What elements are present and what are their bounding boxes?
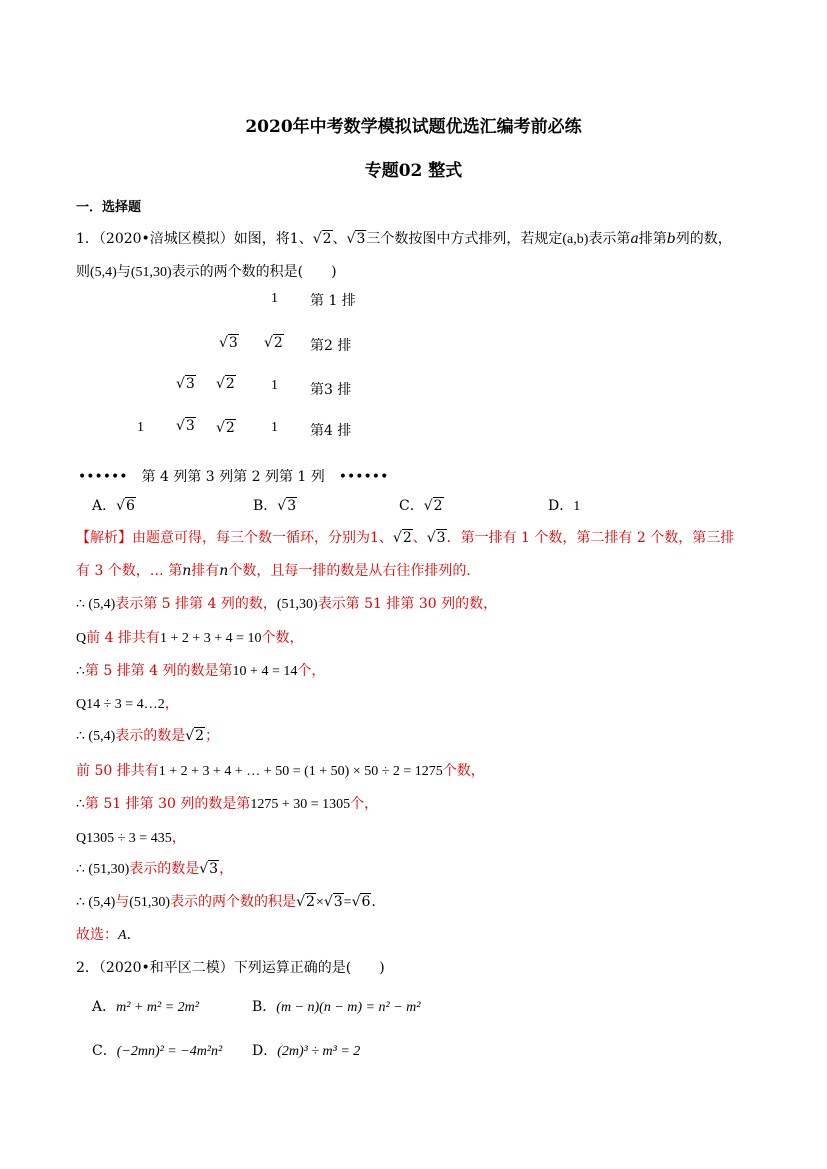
analysis-math: ∴ (5,4) — [76, 597, 116, 612]
option-expr: m² + m² = 2m² — [116, 1000, 199, 1015]
analysis-math: ∴ (5,4) — [76, 729, 116, 744]
analysis-line-1: 【解析】由题意可得，每三个数一循环，分别为1、√2、√3．第一排有 1 个数，第二排有 2 个数，第三排 — [76, 530, 735, 546]
analysis-line-5 — [76, 660, 325, 680]
grid-cell: √2 — [216, 376, 235, 392]
q1-stem-line2 — [76, 261, 337, 281]
analysis-text: 表示第 5 排第 4 列的数， — [115, 596, 277, 612]
analysis-math: 1 + 2 + 3 + 4 = 10 — [159, 631, 262, 646]
option-label: A． — [92, 498, 117, 514]
analysis-text: 表示的两个数的积是 — [170, 894, 297, 910]
analysis-text: ， — [219, 861, 234, 877]
grid-cell: 1 — [271, 420, 278, 435]
analysis-text: 个， — [297, 663, 326, 679]
option-label: C． — [92, 1043, 117, 1059]
analysis-line-6 — [76, 693, 179, 713]
analysis-line-10 — [76, 827, 186, 847]
option-expr: (2m)³ ÷ m³ = 2 — [277, 1044, 361, 1059]
q1-text: 、 — [332, 231, 347, 247]
analysis-line-11: ∴ (51,30)表示的数是√3， — [76, 861, 234, 877]
grid-cell: √3 — [176, 376, 195, 392]
option-expr: (m − n)(n − m) = n² − m² — [276, 1000, 421, 1015]
answer-line — [76, 924, 141, 944]
q1-math: (a,b) — [562, 232, 589, 247]
q1-column-labels: •••••• 第 4 列第 3 列第 2 列第 1 列 •••••• — [78, 469, 389, 485]
option-label: B． — [252, 999, 277, 1015]
grid-row-label: 第4 排 — [310, 423, 352, 439]
analysis-line-8 — [76, 760, 485, 780]
q1-text: 则 — [76, 264, 90, 280]
q2-option-b[interactable] — [252, 996, 420, 1016]
q1-math: (51,30) — [130, 265, 172, 280]
analysis-math: Q1305 ÷ 3 = 435 — [76, 831, 172, 846]
q1-text: 表示第 — [588, 231, 631, 247]
q1-option-a[interactable]: A．√6 — [92, 498, 135, 514]
analysis-line-3 — [76, 593, 497, 613]
grid-cell-value: 3 — [185, 376, 195, 392]
analysis-line-12: ∴ (5,4)与(51,30)表示的两个数的积是√2×√3=√6． — [76, 894, 386, 910]
analysis-text: 前 4 排共有 — [86, 630, 160, 646]
analysis-math: ． — [371, 895, 386, 910]
analysis-line-9 — [76, 793, 378, 813]
analysis-math: 2 — [305, 894, 315, 910]
option-expr: (−2mn)² = −4m²n² — [116, 1044, 223, 1059]
grid-cell-value: 2 — [273, 335, 283, 351]
analysis-math: × — [315, 895, 324, 910]
option-value: 3 — [287, 498, 297, 514]
sqrt3-radical: √3 — [346, 231, 366, 247]
analysis-text: ， — [171, 830, 186, 846]
q1-option-d[interactable] — [548, 495, 580, 515]
grid-cell-value: 2 — [225, 420, 235, 436]
option-label: B． — [253, 498, 278, 514]
analysis-math: ∴ — [76, 797, 85, 812]
grid-cell-value: 2 — [225, 376, 235, 392]
analysis-text: 个数， — [261, 630, 304, 646]
analysis-text: ； — [205, 728, 220, 744]
analysis-line-4 — [76, 627, 304, 647]
option-value: 2 — [433, 498, 443, 514]
analysis-math: = — [343, 895, 352, 910]
q1-text: 排第 — [638, 231, 667, 247]
analysis-text: 、 — [412, 530, 427, 546]
grid-row-label: 第2 排 — [310, 338, 352, 354]
q1-var-b: b — [666, 231, 676, 247]
analysis-line-2 — [76, 560, 480, 580]
q1-var-a: a — [630, 231, 639, 247]
analysis-tag: 【解析】 — [76, 530, 132, 546]
q2-option-d[interactable] — [252, 1040, 360, 1060]
q1-text: 三个数按图中方式排列，若规定 — [366, 231, 563, 247]
analysis-text: 与 — [115, 894, 130, 910]
analysis-math: ∴ (5,4) — [76, 895, 116, 910]
analysis-text: 第 51 排第 30 列的数是第 — [84, 796, 251, 812]
analysis-text: 第 5 排第 4 列的数是第 — [84, 663, 233, 679]
grid-row-label: 第 1 排 — [310, 293, 356, 309]
analysis-text: 表示第 51 排第 30 列的数， — [317, 596, 498, 612]
analysis-text: 个数， — [442, 763, 485, 779]
analysis-math: ∴ (51,30) — [76, 862, 130, 877]
answer-value: A — [118, 928, 127, 943]
grid-cell: 1 — [137, 420, 144, 435]
q2-option-c[interactable] — [92, 1040, 222, 1060]
analysis-math: 1 + 2 + 3 + 4 + … + 50 = (1 + 50) × 50 ÷ 2 = 1275 — [158, 764, 443, 779]
section-heading: 一．选择题 — [76, 200, 142, 215]
analysis-text: ．第一排有 1 个数，第二排有 2 个数，第三排 — [446, 530, 735, 546]
analysis-math: 6 — [361, 894, 371, 910]
q1-text: 与 — [116, 264, 131, 280]
analysis-text: 有 3 个数，… 第 — [76, 563, 183, 579]
grid-cell: √2 — [216, 420, 235, 436]
q1-text: 列的数， — [675, 231, 732, 247]
analysis-math: Q14 ÷ 3 = 4…2 — [76, 697, 165, 712]
analysis-text: 表示的数是 — [129, 861, 200, 877]
grid-cell: 1 — [271, 291, 278, 306]
grid-cell: √3 — [176, 418, 195, 434]
page-title: 2020年中考数学模拟试题优选汇编考前必练 — [245, 117, 582, 137]
analysis-text: 个， — [350, 796, 379, 812]
analysis-math: Q — [76, 631, 87, 646]
analysis-text: 排有 — [191, 563, 220, 579]
analysis-math: 10 + 4 = 14 — [232, 664, 298, 679]
grid-cell: √3 — [219, 335, 238, 351]
q1-text: 1．（2020•涪城区模拟）如图，将1、 — [76, 231, 313, 247]
analysis-math: 2 — [195, 728, 205, 744]
option-label: C． — [399, 498, 424, 514]
analysis-text: 由题意可得，每三个数一循环，分别为1、 — [132, 530, 393, 546]
q1-option-c[interactable]: C．√2 — [399, 498, 443, 514]
grid-row-label: 第3 排 — [310, 382, 352, 398]
option-value: 1 — [573, 499, 581, 514]
option-value: 6 — [126, 498, 135, 514]
analysis-math: 3 — [209, 861, 219, 877]
q1-math: (5,4) — [90, 265, 117, 280]
analysis-line-7: ∴ (5,4)表示的数是√2； — [76, 728, 220, 744]
var-n: n — [182, 563, 192, 579]
analysis-math: 3 — [333, 894, 343, 910]
q1-option-b[interactable]: B．√3 — [253, 498, 297, 514]
grid-cell-value: 3 — [185, 418, 195, 434]
analysis-math: ∴ — [76, 664, 85, 679]
page-subtitle: 专题02 整式 — [364, 161, 463, 181]
var-n: n — [219, 563, 229, 579]
grid-cell: √2 — [264, 335, 283, 351]
q1-text: 表示的两个数的积是( ) — [171, 264, 337, 280]
option-label: D． — [548, 498, 574, 514]
analysis-text: ， — [164, 696, 179, 712]
grid-cell: 1 — [271, 378, 278, 393]
analysis-text: 个数，且每一排的数是从右往作排列的． — [228, 563, 481, 579]
q1-stem-line1 — [76, 228, 732, 248]
option-label: A． — [92, 999, 117, 1015]
q2-stem: 2．（2020•和平区二模）下列运算正确的是( ) — [76, 960, 385, 976]
analysis-math: 1275 + 30 = 1305 — [250, 797, 351, 812]
analysis-text: 表示的数是 — [115, 728, 186, 744]
q2-option-a[interactable] — [92, 996, 199, 1016]
answer-period: ． — [126, 927, 141, 943]
grid-cell-value: 3 — [228, 335, 238, 351]
analysis-text: 前 50 排共有 — [76, 763, 159, 779]
answer-label: 故选： — [76, 927, 118, 943]
option-label: D． — [252, 1043, 278, 1059]
sqrt2-radical: √2 — [312, 231, 332, 247]
analysis-math: (51,30) — [129, 895, 171, 910]
analysis-math: (51,30) — [276, 597, 318, 612]
